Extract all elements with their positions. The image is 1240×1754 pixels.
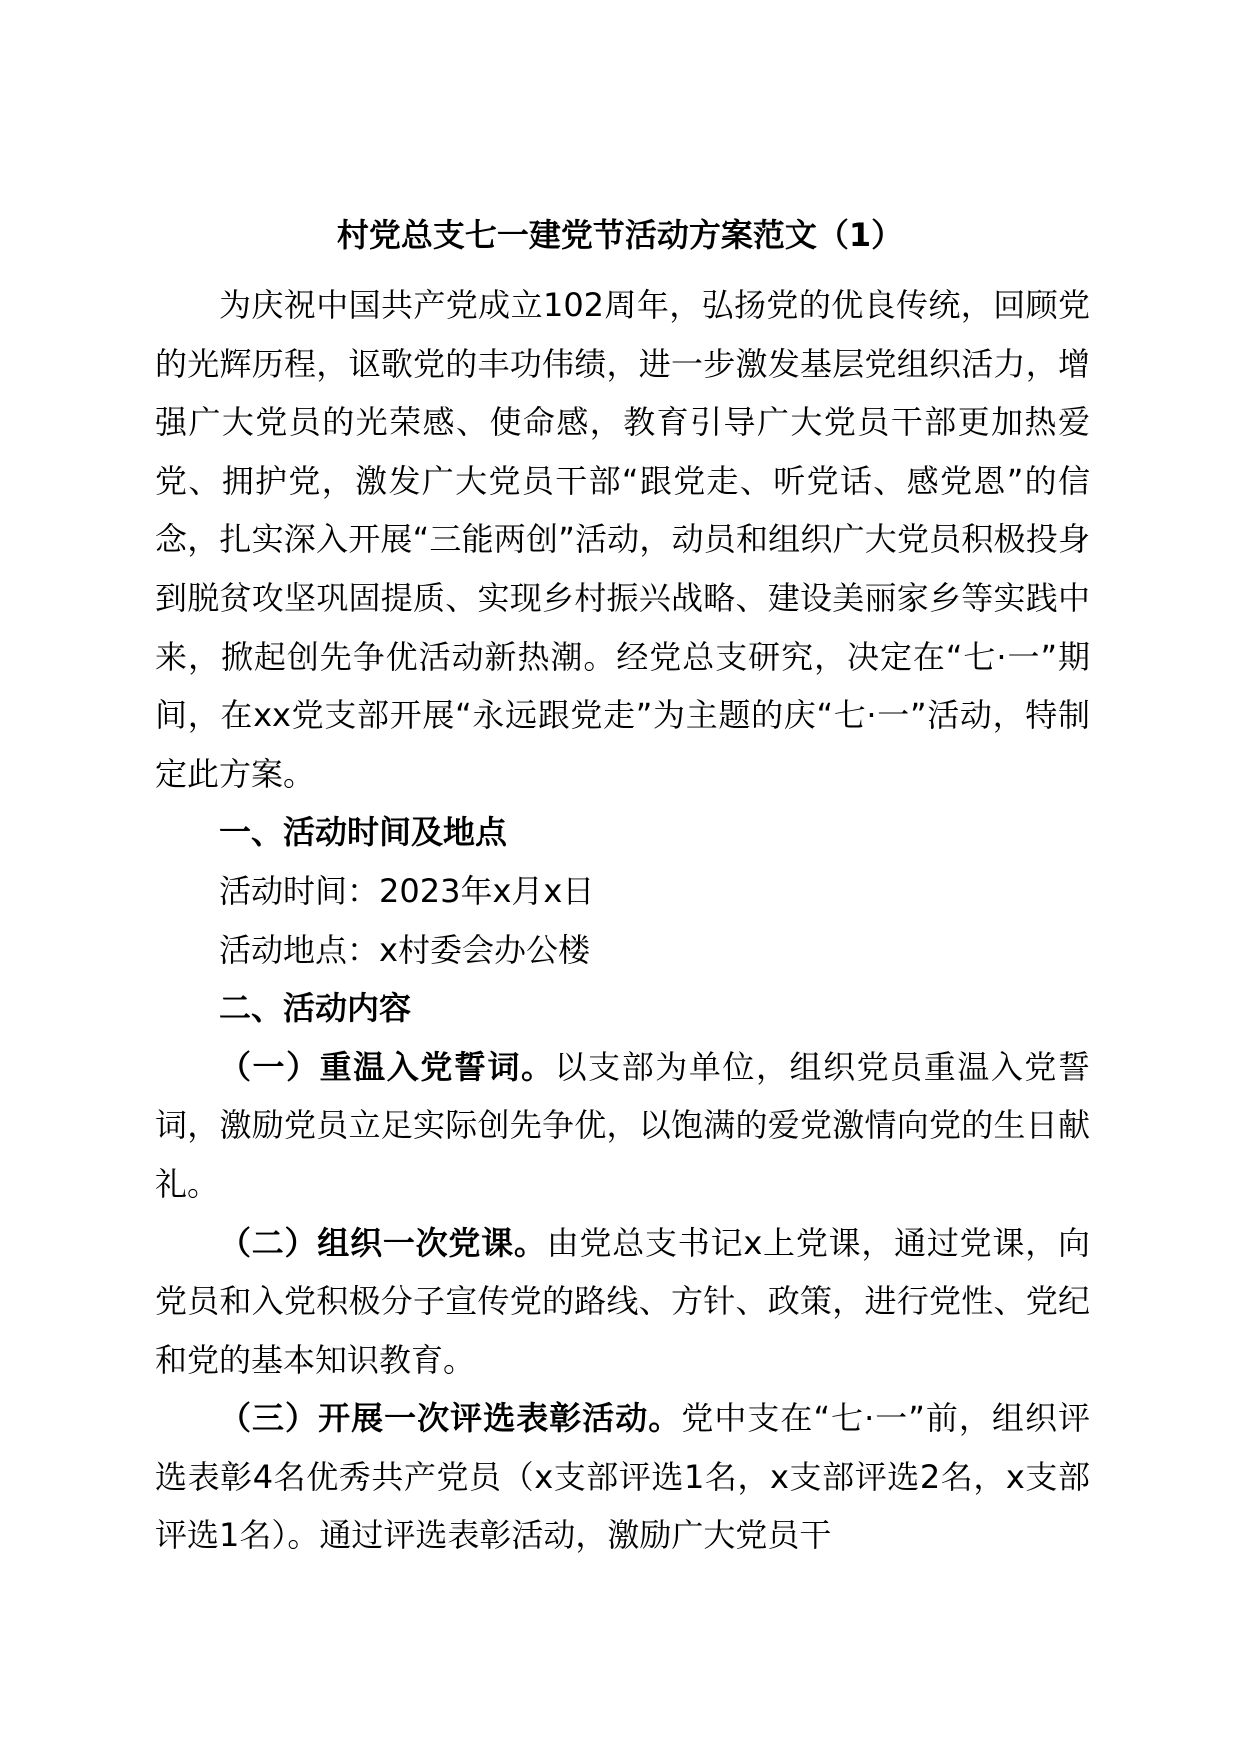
content-item-3-text: 党中支在“七·一”前，组织评选表彰4名优秀共产党员（x支部评选1名，x支部评选2名，x支部评选1名）。通过评选表彰活动，激励广大党员干 — [155, 1399, 1090, 1555]
intro-paragraph: 为庆祝中国共产党成立102周年，弘扬党的优良传统，回顾党的光辉历程，讴歌党的丰功伟绩，进一步激发基层党组织活力，增强广大党员的光荣感、使命感，教育引导广大党员干部更加热爱党、拥护党，激发广大党员干部“跟党走、听党话、感党恩”的信念，扎实深入开展“三能两创”活动，动员和组织广大党员积极投身到脱贫攻坚巩固提质、实现乡村振兴战略、建设美丽家乡等实践中来，掀起创先争优活动新热潮。经党总支研究，决定在“七·一”期间，在xx党支部开展“永远跟党走”为主题的庆“七·一”活动，特制定此方案。 — [155, 286, 1090, 793]
content-item-3-lead: （三）开展一次评选表彰活动。 — [219, 1399, 682, 1438]
section-heading-content: 二、活动内容 — [219, 989, 412, 1028]
content-item-2-text: 由党总支书记x上党课，通过党课，向党员和入党积极分子宣传党的路线、方针、政策，进行党性、党纪和党的基本知识教育。 — [155, 1223, 1090, 1379]
content-item-3 — [155, 1389, 1090, 1565]
document-body — [155, 276, 1090, 1565]
section-heading-time-place: 一、活动时间及地点 — [219, 813, 508, 852]
content-item-2 — [155, 1214, 1090, 1390]
content-item-1-lead: （一）重温入党誓词。 — [219, 1047, 555, 1086]
content-item-2-lead: （二）组织一次党课。 — [219, 1223, 547, 1262]
activity-time: 活动时间：2023年x月x日 — [219, 871, 595, 910]
activity-place: 活动地点：x村委会办公楼 — [219, 930, 590, 969]
document-title: 村党总支七一建党节活动方案范文（1） — [336, 216, 904, 254]
content-item-1 — [155, 1038, 1090, 1214]
content-item-1-text: 以支部为单位，组织党员重温入党誓词，激励党员立足实际创先争优，以饱满的爱党激情向党的生日献礼。 — [155, 1047, 1090, 1203]
